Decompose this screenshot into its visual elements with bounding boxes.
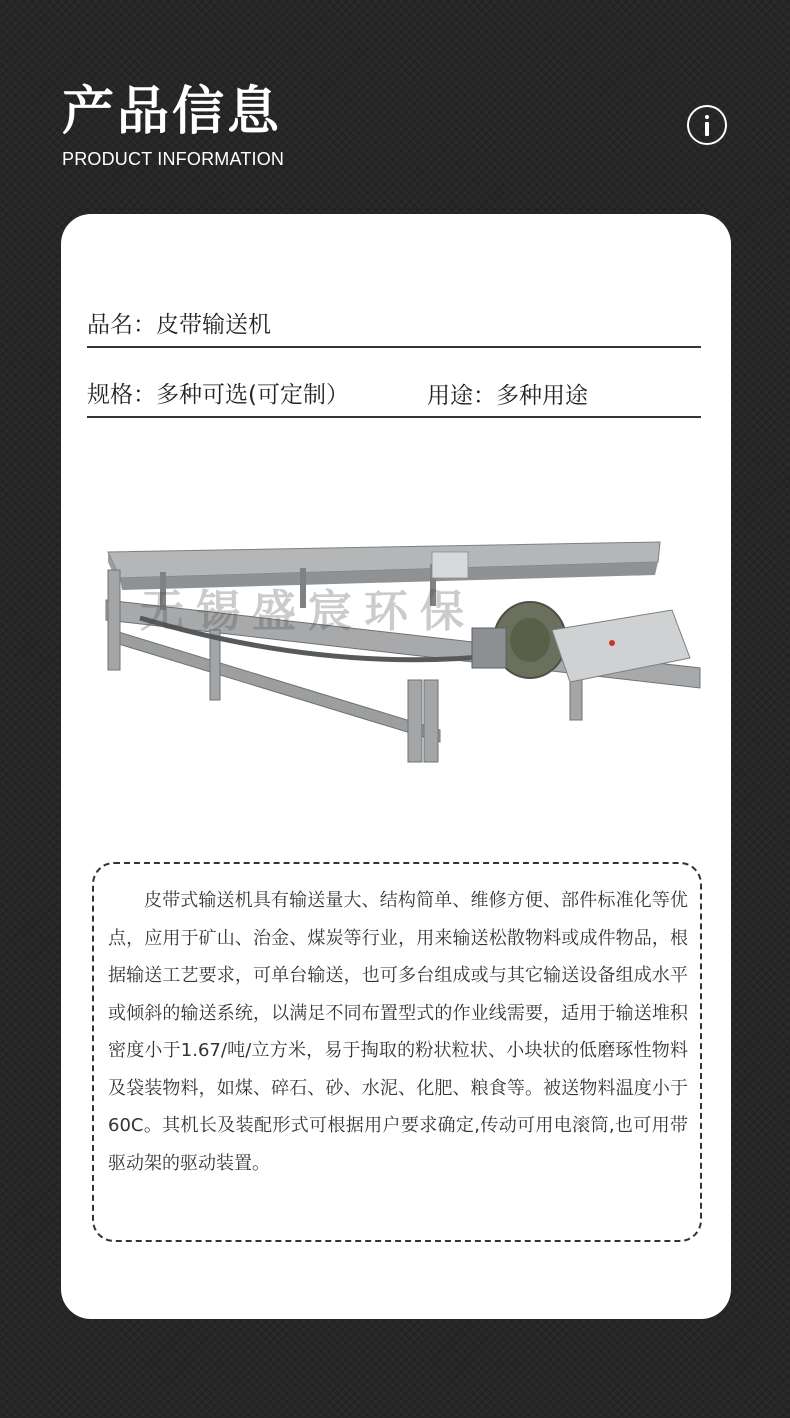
- product-description: 皮带式输送机具有输送量大、结构简单、维修方便、部件标准化等优点，应用于矿山、治金、煤炭等行业，用来输送松散物料或成件物品，根据输送工艺要求，可单台输送，也可多台组成或与其它输送设备组成水平或倾斜的输送系统，以满足不同布置型式的作业线需要，适用于输送堆积密度小于1.67/吨/立方米，易于掏取的粉状粒状、小块状的低磨琢性物料及袋装物料，如煤、碎石、砂、水泥、化肥、粮食等。被送物料温度小于60C。其机长及装配形式可根据用户要求确定,传动可用电滚筒,也可用带驱动架的驱动装置。: [108, 890, 688, 1174]
- info-icon[interactable]: [687, 105, 727, 145]
- divider: [87, 416, 701, 418]
- product-usage: 用途：多种用途: [427, 383, 588, 409]
- page-title-en: PRODUCT INFORMATION: [62, 149, 285, 169]
- divider: [87, 346, 701, 348]
- product-name: 品名：皮带输送机: [87, 312, 271, 338]
- image-watermark: 无锡盛宸环保: [140, 586, 476, 637]
- product-spec: 规格：多种可选(可定制）: [87, 382, 349, 408]
- belt-conveyor-image: [100, 530, 710, 770]
- page-title-cn: 产品信息: [62, 81, 283, 142]
